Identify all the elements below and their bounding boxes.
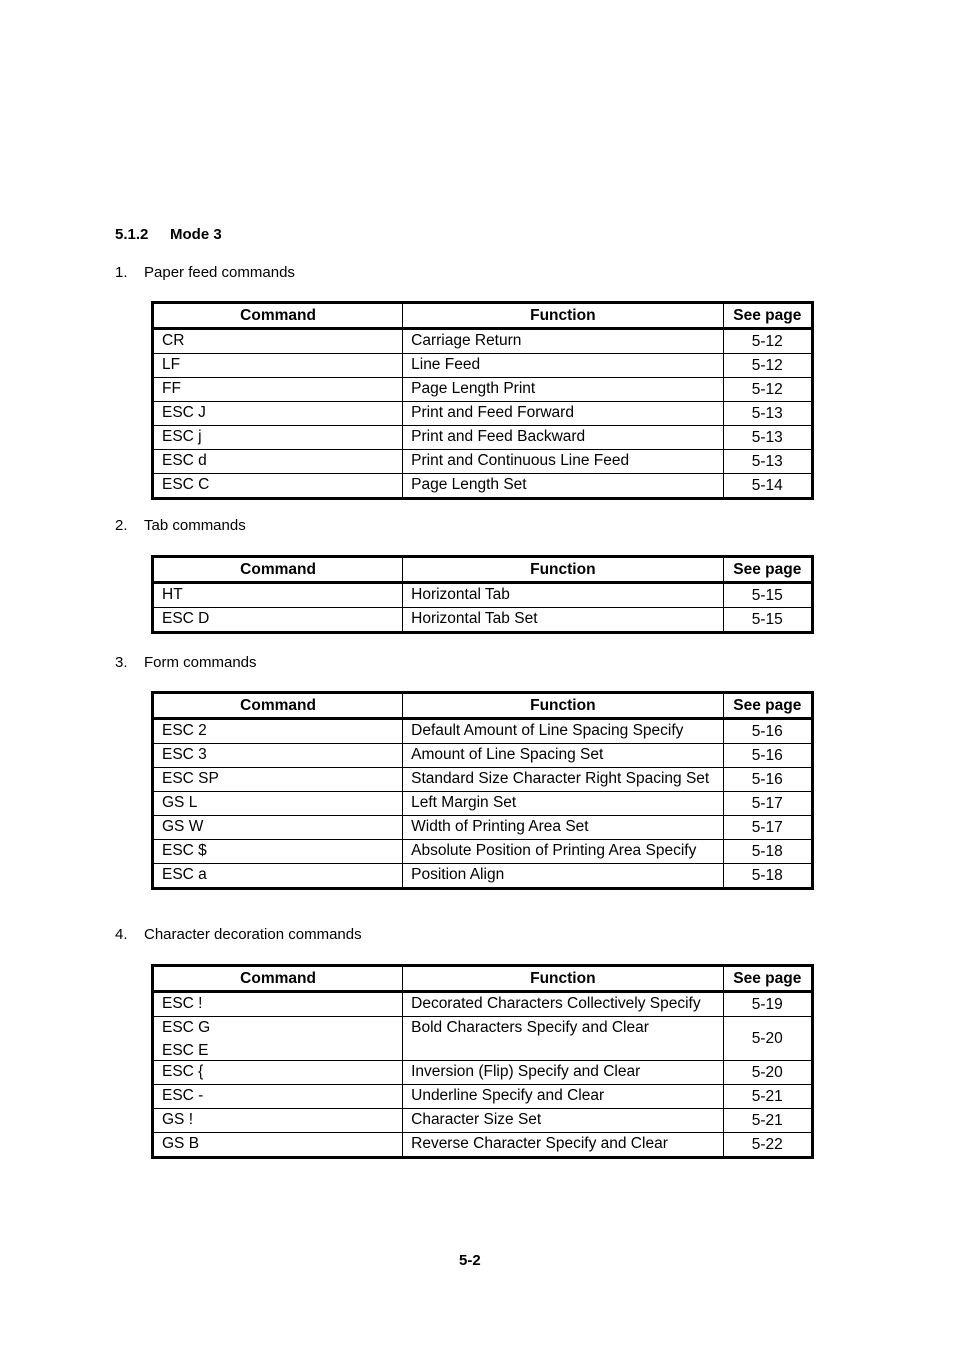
command-code: ESC -: [162, 1087, 204, 1104]
table-header-row: [153, 303, 813, 329]
command-code: ESC G: [162, 1019, 211, 1036]
command-cell: [153, 583, 403, 608]
command-code: ESC C: [162, 476, 210, 493]
page-cell: 5-13: [723, 402, 812, 426]
header-function: Function: [403, 693, 723, 719]
header-command: Command: [153, 693, 403, 719]
command-cell: [153, 354, 403, 378]
command-table: [151, 301, 814, 500]
function-cell: Inversion (Flip) Specify and Clear: [403, 1061, 723, 1085]
header-command: Command: [153, 303, 403, 329]
page-cell: 5-13: [723, 450, 812, 474]
group-title: [115, 264, 295, 281]
page-cell: 5-14: [723, 474, 812, 499]
command-code: LF: [162, 356, 181, 373]
table-row: [153, 450, 813, 474]
page-cell: 5-22: [723, 1133, 812, 1158]
table-row: [153, 354, 813, 378]
table-row: [153, 378, 813, 402]
command-cell: [153, 816, 403, 840]
group-title: [115, 654, 257, 671]
group-title-text: Form commands: [144, 654, 257, 671]
header-function: Function: [403, 303, 723, 329]
function-cell: Left Margin Set: [403, 792, 723, 816]
page-cell: 5-12: [723, 354, 812, 378]
command-code: ESC D: [162, 610, 210, 627]
command-code: HT: [162, 586, 183, 603]
group-number: 4.: [115, 926, 128, 943]
table-row: [153, 426, 813, 450]
command-cell: [153, 608, 403, 633]
table-header-row: [153, 693, 813, 719]
page-cell: 5-21: [723, 1085, 812, 1109]
command-code: GS L: [162, 794, 198, 811]
command-code: ESC a: [162, 866, 207, 883]
page-cell: 5-17: [723, 792, 812, 816]
command-cell: [153, 1061, 403, 1085]
table-row: [153, 864, 813, 889]
table-row: [153, 1085, 813, 1109]
page-cell: 5-13: [723, 426, 812, 450]
command-cell: [153, 864, 403, 889]
command-cell: [153, 744, 403, 768]
table-row: [153, 329, 813, 354]
command-table: [151, 964, 814, 1159]
function-cell: Bold Characters Specify and Clear: [403, 1017, 723, 1061]
function-cell: Horizontal Tab Set: [403, 608, 723, 633]
table-row: [153, 608, 813, 633]
section-heading: [115, 226, 222, 243]
table-row: [153, 792, 813, 816]
table-row: [153, 768, 813, 792]
table-row: [153, 474, 813, 499]
command-cell: [153, 792, 403, 816]
command-table: [151, 691, 814, 890]
function-cell: Page Length Set: [403, 474, 723, 499]
command-code: ESC j: [162, 428, 202, 445]
group-title-text: Paper feed commands: [144, 264, 295, 281]
function-cell: Print and Continuous Line Feed: [403, 450, 723, 474]
table-row: [153, 992, 813, 1017]
page-cell: 5-18: [723, 864, 812, 889]
function-cell: Print and Feed Forward: [403, 402, 723, 426]
function-cell: Amount of Line Spacing Set: [403, 744, 723, 768]
function-cell: Decorated Characters Collectively Specify: [403, 992, 723, 1017]
group-title: [115, 926, 362, 943]
page-cell: 5-18: [723, 840, 812, 864]
page-cell: 5-16: [723, 768, 812, 792]
header-see-page: See page: [723, 966, 812, 992]
function-cell: Horizontal Tab: [403, 583, 723, 608]
command-code: ESC J: [162, 404, 206, 421]
table-header-row: [153, 557, 813, 583]
section-title: Mode 3: [170, 226, 222, 243]
command-cell: [153, 474, 403, 499]
function-cell: Width of Printing Area Set: [403, 816, 723, 840]
command-code: ESC E: [162, 1042, 209, 1059]
header-command: Command: [153, 966, 403, 992]
page-cell: 5-19: [723, 992, 812, 1017]
command-code: GS W: [162, 818, 204, 835]
group-number: 2.: [115, 517, 128, 534]
table-row: [153, 840, 813, 864]
table-row: [153, 744, 813, 768]
function-cell: Reverse Character Specify and Clear: [403, 1133, 723, 1158]
command-cell: [153, 426, 403, 450]
header-command: Command: [153, 557, 403, 583]
command-code: ESC 3: [162, 746, 207, 763]
page-cell: 5-12: [723, 378, 812, 402]
command-code: ESC $: [162, 842, 207, 859]
command-cell: [153, 378, 403, 402]
function-cell: Position Align: [403, 864, 723, 889]
group-number: 3.: [115, 654, 128, 671]
section-number: 5.1.2: [115, 226, 149, 243]
command-code: CR: [162, 332, 185, 349]
header-function: Function: [403, 966, 723, 992]
command-cell: [153, 1017, 403, 1061]
page-cell: 5-20: [723, 1017, 812, 1061]
function-cell: Carriage Return: [403, 329, 723, 354]
page-cell: 5-15: [723, 583, 812, 608]
function-cell: Underline Specify and Clear: [403, 1085, 723, 1109]
page-number: 5-2: [459, 1252, 481, 1269]
page-cell: 5-16: [723, 719, 812, 744]
command-code: GS B: [162, 1135, 200, 1152]
table-row: [153, 583, 813, 608]
table-row: [153, 719, 813, 744]
page-cell: 5-20: [723, 1061, 812, 1085]
header-see-page: See page: [723, 557, 812, 583]
table-header-row: [153, 966, 813, 992]
group-title: [115, 517, 246, 534]
function-cell: Absolute Position of Printing Area Specify: [403, 840, 723, 864]
table-row: [153, 816, 813, 840]
table-row: [153, 1061, 813, 1085]
table-row: [153, 1133, 813, 1158]
command-code: FF: [162, 380, 181, 397]
command-table: [151, 555, 814, 634]
function-cell: Line Feed: [403, 354, 723, 378]
page-cell: 5-12: [723, 329, 812, 354]
command-code: GS !: [162, 1111, 194, 1128]
command-code: ESC {: [162, 1063, 204, 1080]
header-function: Function: [403, 557, 723, 583]
table-row: [153, 1017, 813, 1061]
command-code: ESC SP: [162, 770, 219, 787]
command-cell: [153, 329, 403, 354]
command-cell: [153, 450, 403, 474]
function-cell: Print and Feed Backward: [403, 426, 723, 450]
command-code: ESC d: [162, 452, 207, 469]
function-cell: Character Size Set: [403, 1109, 723, 1133]
group-number: 1.: [115, 264, 128, 281]
group-title-text: Character decoration commands: [144, 926, 362, 943]
command-cell: [153, 840, 403, 864]
header-see-page: See page: [723, 303, 812, 329]
page-cell: 5-17: [723, 816, 812, 840]
command-cell: [153, 1133, 403, 1158]
page-cell: 5-21: [723, 1109, 812, 1133]
header-see-page: See page: [723, 693, 812, 719]
function-cell: Page Length Print: [403, 378, 723, 402]
command-cell: [153, 719, 403, 744]
command-cell: [153, 1085, 403, 1109]
function-cell: Standard Size Character Right Spacing Set: [403, 768, 723, 792]
table-row: [153, 1109, 813, 1133]
page-cell: 5-15: [723, 608, 812, 633]
table-row: [153, 402, 813, 426]
function-cell: Default Amount of Line Spacing Specify: [403, 719, 723, 744]
group-title-text: Tab commands: [144, 517, 246, 534]
command-cell: [153, 768, 403, 792]
command-code: ESC !: [162, 995, 203, 1012]
command-cell: [153, 402, 403, 426]
page-cell: 5-16: [723, 744, 812, 768]
command-cell: [153, 992, 403, 1017]
command-code: ESC 2: [162, 722, 207, 739]
command-cell: [153, 1109, 403, 1133]
